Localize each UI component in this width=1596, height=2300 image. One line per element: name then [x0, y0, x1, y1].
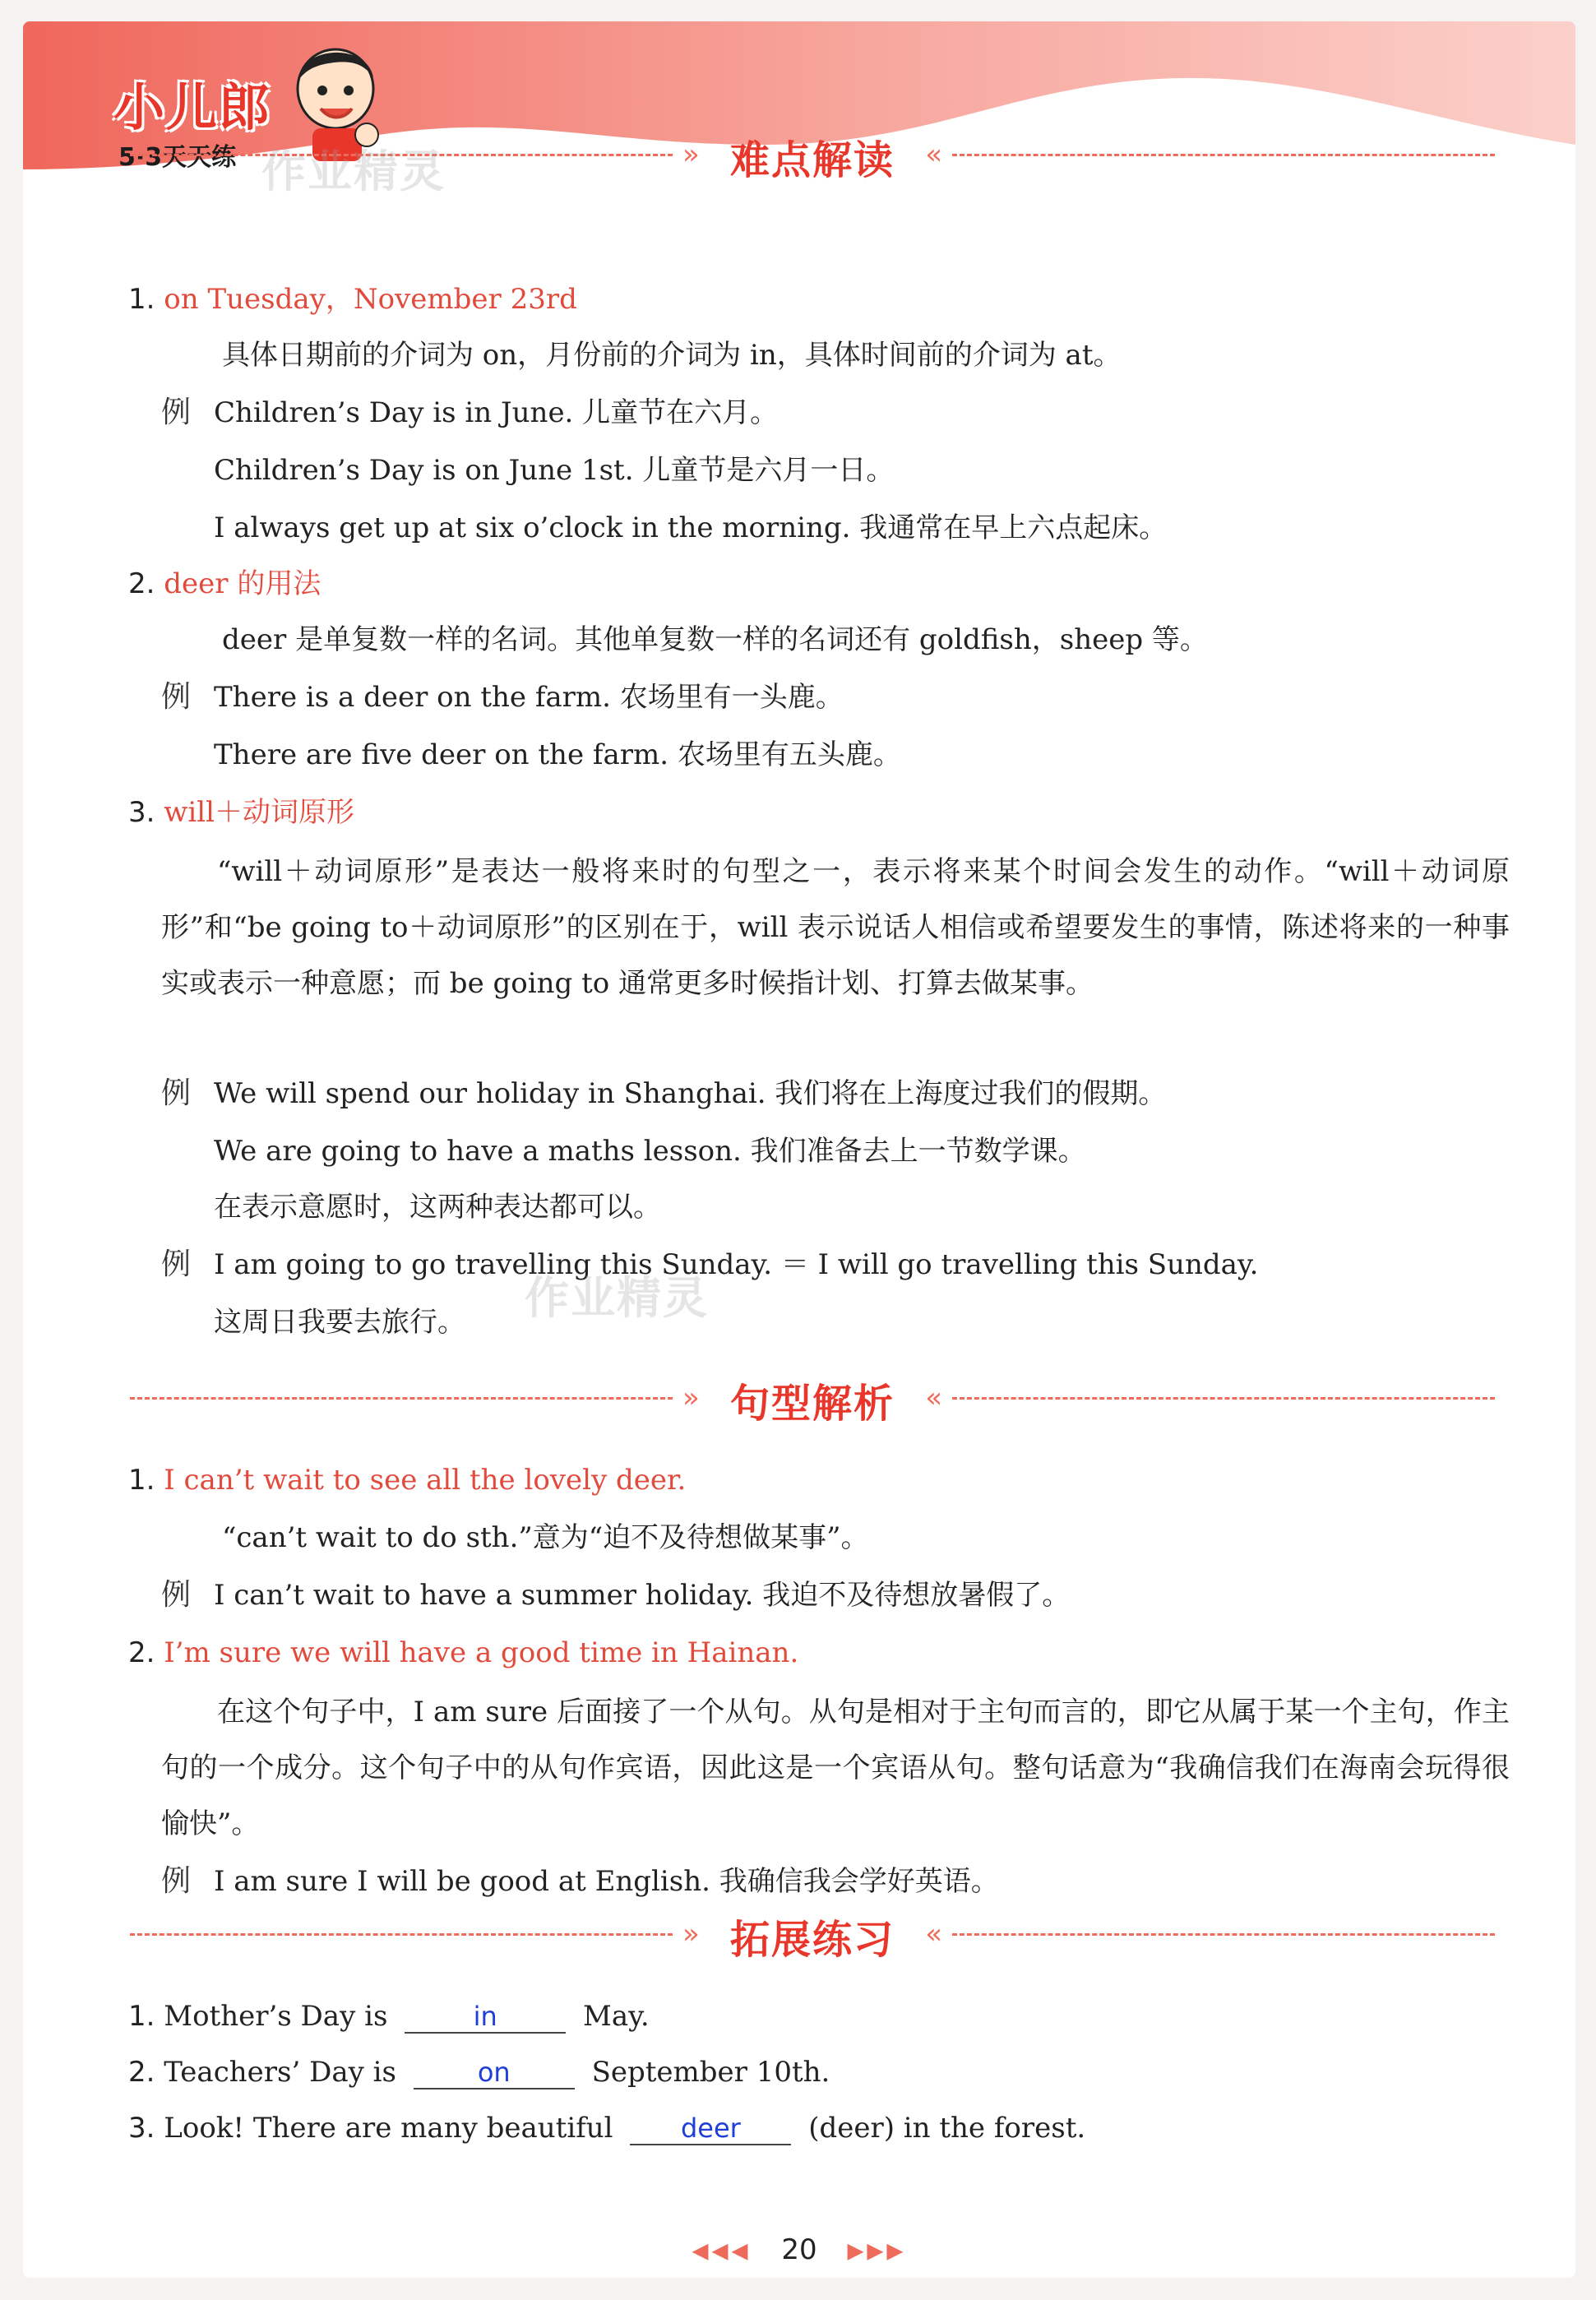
page — [23, 21, 1575, 2278]
example-sentence: I am going to go travelling this Sunday. ＝ I will go travelling this Sunday. — [214, 1248, 1259, 1281]
example-label: 例 — [161, 1864, 192, 1898]
example-sentence: We are going to have a maths lesson. 我们准备去上一节数学课。 — [214, 1135, 1086, 1168]
item-heading: 2. I’m sure we will have a good time in Hainan. — [128, 1636, 799, 1669]
section-header-exercises — [130, 1906, 1495, 1964]
example-label: 例 — [161, 1076, 192, 1110]
section-title: 拓展练习 — [729, 1917, 895, 1963]
example-label: 例 — [161, 680, 192, 714]
prev-arrows-icon: ◀◀◀ — [692, 2238, 752, 2264]
section-title: 句型解析 — [729, 1381, 895, 1427]
explanation: deer 是单复数一样的名词。其他单复数一样的名词还有 goldfish，sheep 等。 — [222, 623, 1208, 656]
example-label: 例 — [161, 1578, 192, 1612]
example-sentence: Children’s Day is in June. 儿童节在六月。 — [214, 396, 779, 429]
example-label: 例 — [161, 396, 192, 429]
item-heading: 3. will＋动词原形 — [128, 796, 354, 829]
example-label: 例 — [161, 1247, 192, 1281]
next-arrows-icon: ▶▶▶ — [847, 2238, 907, 2264]
example-sentence: There is a deer on the farm. 农场里有一头鹿。 — [214, 681, 844, 714]
answer-blank[interactable]: deer — [630, 2113, 791, 2145]
section-title: 难点解读 — [729, 137, 895, 183]
explanation-paragraph: “will＋动词原形”是表达一般将来时的句型之一，表示将来某个时间会发生的动作。“will＋动词原形”和“be going to＋动词原形”的区别在于，will 表示说话人相信或希望要发生的事情，陈述将来的一种事实或表示一种意愿；而 be going to 通常更多时候指计划、打算去做某事。 — [161, 855, 1510, 1000]
exercise-item: 2. Teachers’ Day is on September 10th. — [128, 2056, 830, 2089]
example-sentence: We will spend our holiday in Shanghai. 我们将在上海度过我们的假期。 — [214, 1077, 1167, 1110]
example-sentence: I can’t wait to have a summer holiday. 我迫不及待想放暑假了。 — [214, 1579, 1071, 1612]
logo-sub-text: 5·3天天练 — [118, 143, 237, 172]
example-sentence: There are five deer on the farm. 农场里有五头鹿。 — [214, 738, 901, 771]
item-heading: 1. I can’t wait to see all the lovely deer. — [128, 1464, 687, 1497]
translation: 这周日我要去旅行。 — [214, 1306, 465, 1339]
watermark: 作业精灵 — [525, 1272, 709, 1324]
page-footer — [23, 2233, 1575, 2266]
explanation: 具体日期前的介词为 on，月份前的介词为 in，具体时间前的介词为 at。 — [222, 339, 1122, 372]
watermark: 作业精灵 — [261, 146, 446, 197]
arrow-right-icon: » — [682, 1918, 700, 1951]
section-header-patterns — [130, 1370, 1495, 1428]
note: 在表示意愿时，这两种表达都可以。 — [214, 1191, 661, 1224]
logo-main-text: 小儿郎 — [113, 77, 272, 137]
arrow-left-icon: « — [925, 1381, 942, 1414]
arrow-right-icon: » — [682, 1381, 700, 1414]
exercise-item: 3. Look! There are many beautiful deer (deer) in the forest. — [128, 2112, 1086, 2145]
example-sentence: I am sure I will be good at English. 我确信我会学好英语。 — [214, 1865, 999, 1898]
explanation-paragraph: 在这个句子中，I am sure 后面接了一个从句。从句是相对于主句而言的，即它从属于某一个主句，作主句的一个成分。这个句子中的从句作宾语，因此这是一个宾语从句。整句话意为“我确信我们在海南会玩得很愉快”。 — [161, 1696, 1510, 1840]
exercise-item: 1. Mother’s Day is in May. — [128, 2000, 650, 2033]
example-sentence: I always get up at six o’clock in the morning. 我通常在早上六点起床。 — [214, 511, 1168, 544]
arrow-left-icon: « — [925, 138, 942, 171]
item-heading: 1. on Tuesday，November 23rd — [128, 283, 577, 316]
answer-blank[interactable]: in — [405, 2001, 566, 2034]
arrow-left-icon: « — [925, 1918, 942, 1951]
page-number: 20 — [781, 2233, 817, 2266]
answer-blank[interactable]: on — [414, 2057, 575, 2089]
arrow-right-icon: » — [682, 138, 700, 171]
example-sentence: Children’s Day is on June 1st. 儿童节是六月一日。 — [214, 454, 895, 487]
explanation: “can’t wait to do sth.”意为“迫不及待想做某事”。 — [222, 1521, 869, 1554]
item-heading: 2. deer 的用法 — [128, 567, 322, 600]
